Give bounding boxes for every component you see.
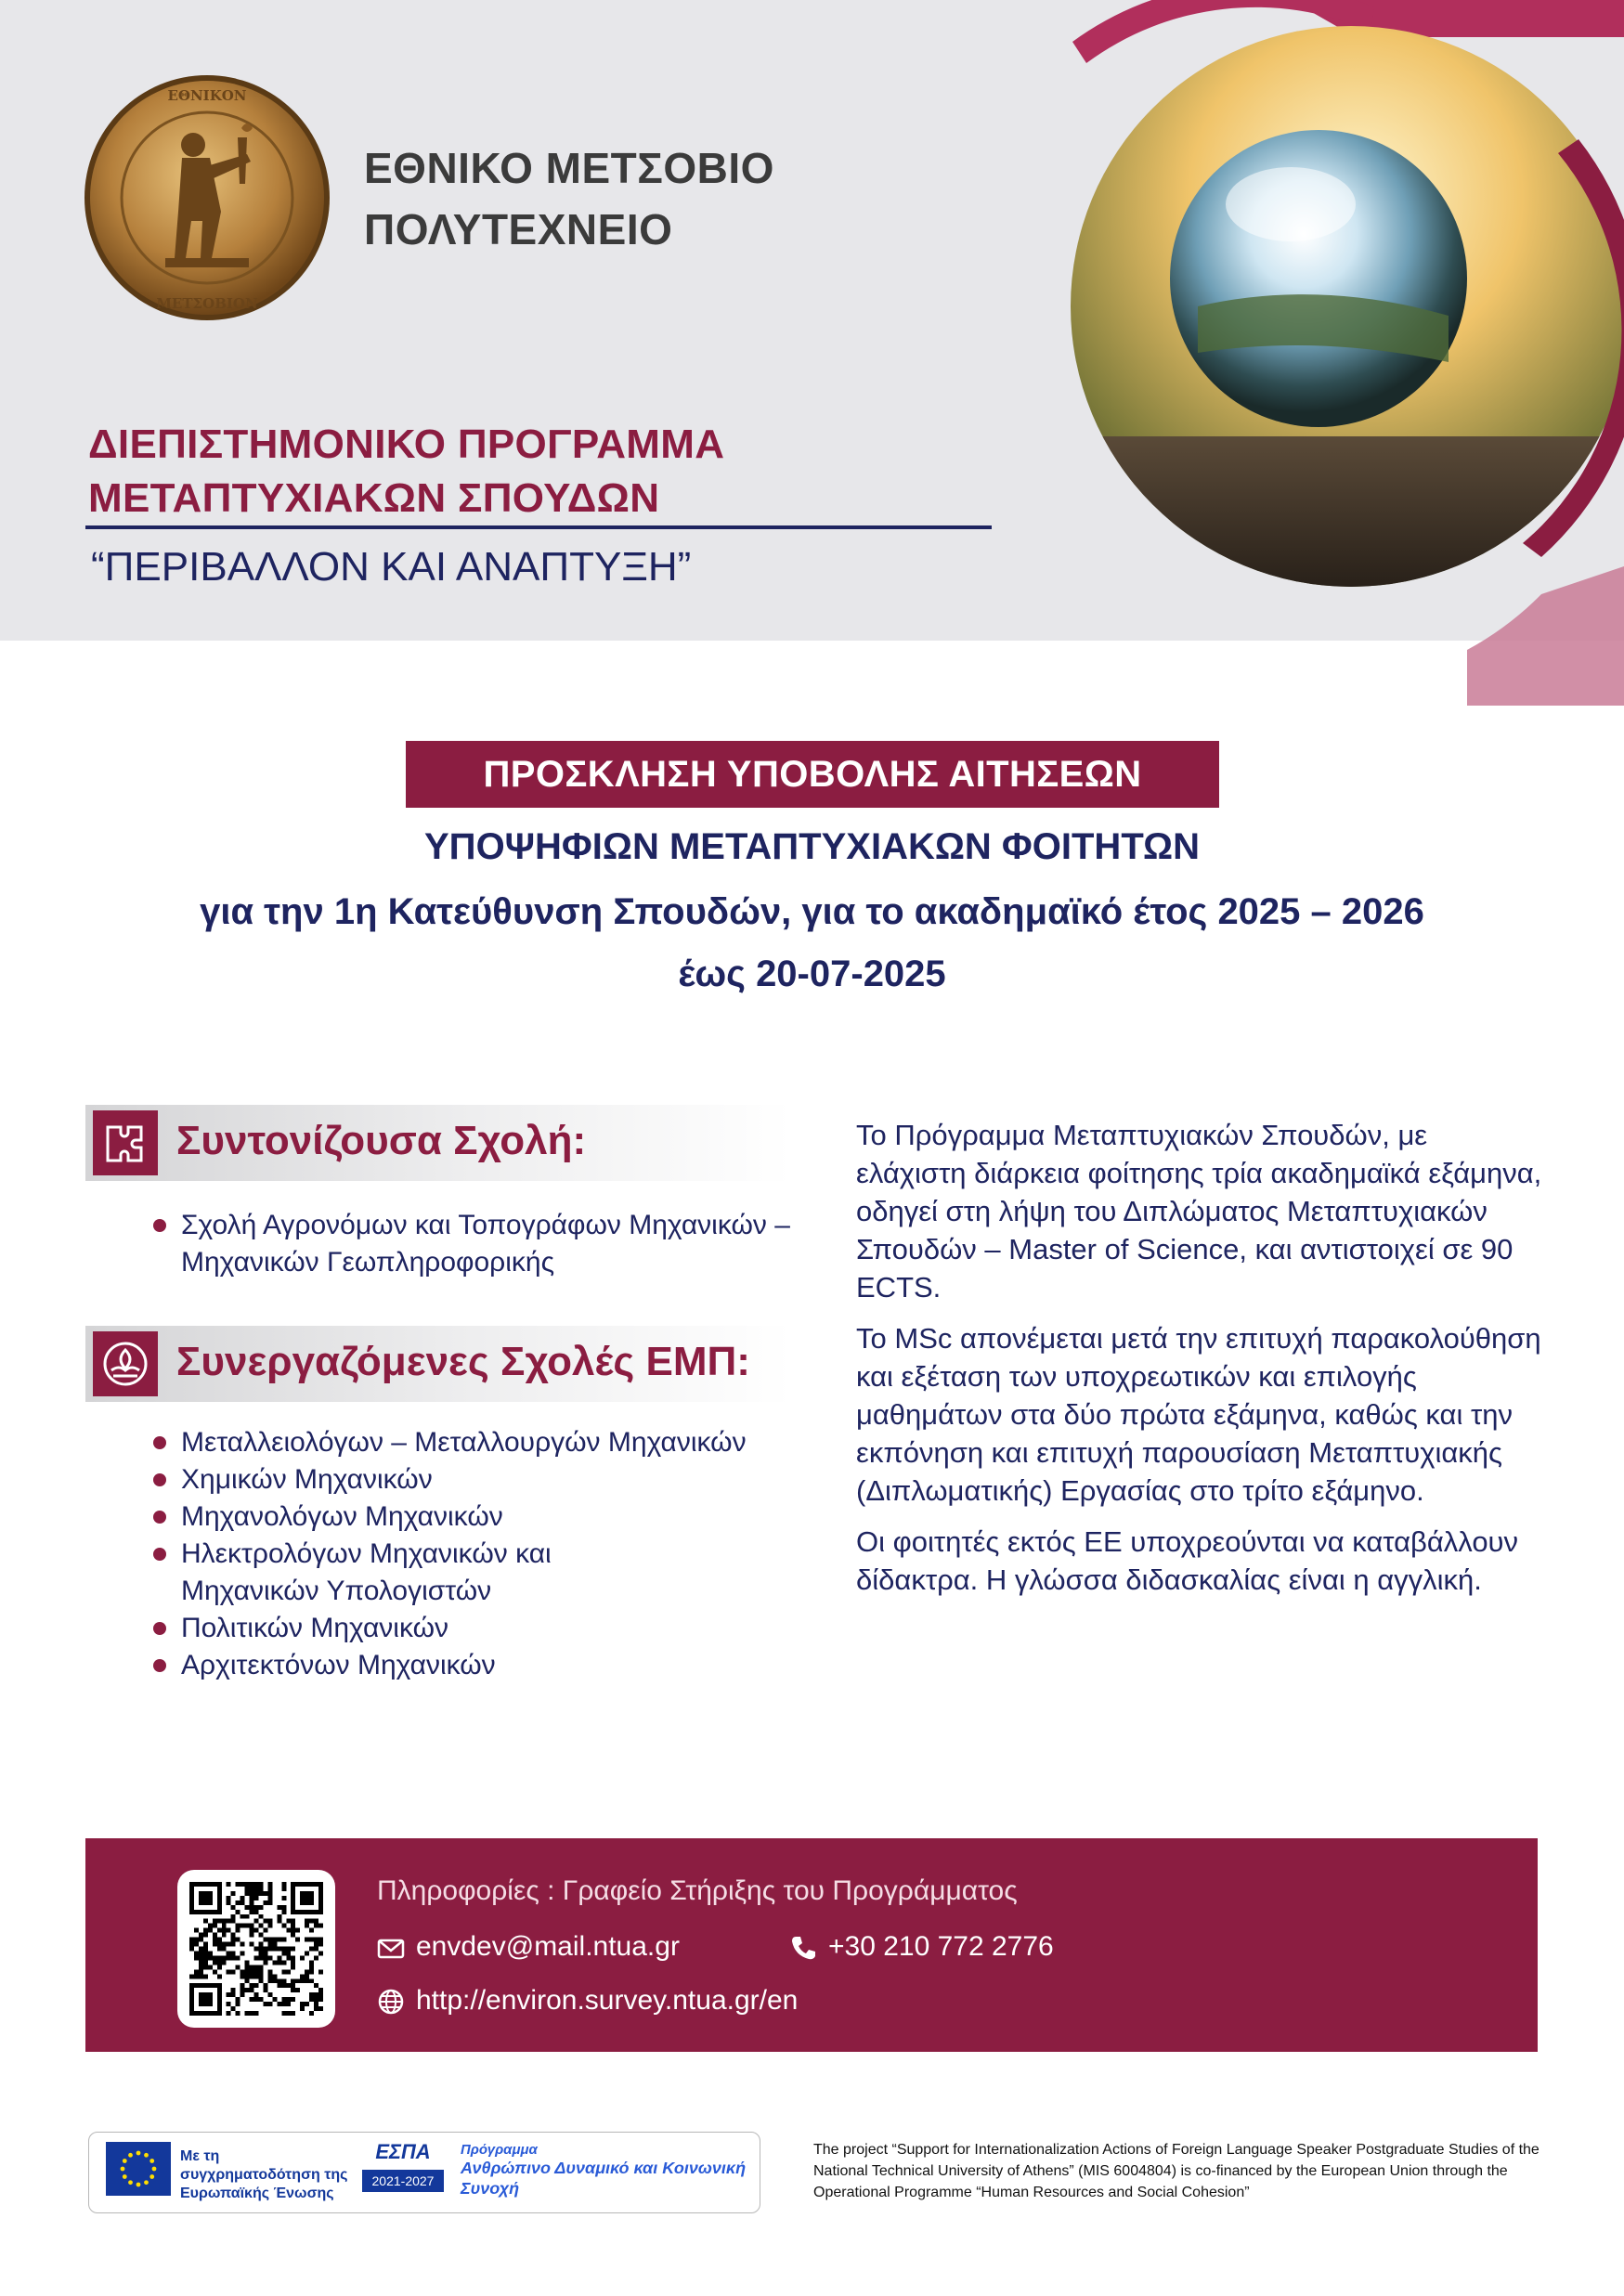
- project-funding-note: The project “Support for Internationalization Actions of Foreign Language Speaker Postgraduate Studies of the National Technical University of Athens” (MIS 6004804) is co-financed by the European Union through the Operational Programme “Human Resources and Social Cohesion”: [813, 2142, 1540, 2200]
- program-title: [88, 418, 724, 525]
- eu-cofunding-text: Με τη συγχρηματοδότηση της Ευρωπαϊκής Ένωσης: [180, 2148, 348, 2201]
- programme-label: Πρόγραμμα: [461, 2142, 538, 2158]
- program-title-line1: ΔΙΕΠΙΣΤΗΜΟΝΙΚΟ ΠΡΟΓΡΑΜΜΑ: [88, 422, 725, 467]
- svg-text:ΕΘΝΙΚΟΝ: ΕΘΝΙΚΟΝ: [167, 87, 247, 104]
- list-item: Σχολή Αγρονόμων και Τοπογράφων Μηχανικών – Μηχανικών Γεωπληροφορικής: [153, 1207, 822, 1281]
- list-item: Πολιτικών Μηχανικών: [153, 1610, 822, 1647]
- email-link[interactable]: envdev@mail.ntua.gr: [416, 1931, 680, 1962]
- svg-text:ΜΕΤΣΟΒΙΟΝ: ΜΕΤΣΟΒΙΟΝ: [156, 295, 258, 312]
- qr-code[interactable]: [177, 1870, 335, 2028]
- bullet-icon: [153, 1219, 166, 1232]
- bullet-icon: [153, 1473, 166, 1486]
- program-title-divider: [85, 525, 992, 529]
- contact-title: Πληροφορίες : Γραφείο Στήριξης του Προγράμματος: [377, 1875, 1018, 1906]
- cooperating-schools-list: [153, 1424, 822, 1684]
- list-item: Αρχιτεκτόνων Μηχανικών: [153, 1647, 822, 1684]
- university-name: [364, 137, 774, 260]
- description-paragraph-3: Οι φοιτητές εκτός ΕΕ υποχρεούνται να καταβάλλουν δίδακτρα. Η γλώσσα διδασκαλίας είναι η αγγλική.: [856, 1525, 1519, 1596]
- bullet-icon: [153, 1622, 166, 1635]
- list-item: Μεταλλειολόγων – Μεταλλουργών Μηχανικών: [153, 1424, 822, 1461]
- bullet-icon: [153, 1511, 166, 1524]
- coordinating-school-header: [85, 1105, 791, 1181]
- bullet-icon: [153, 1436, 166, 1449]
- funding-logos: [88, 2132, 760, 2213]
- program-description: [856, 1116, 1543, 1612]
- phone-icon: [789, 1934, 817, 1962]
- cooperating-schools-header: [85, 1326, 791, 1402]
- list-item: Ηλεκτρολόγων Μηχανικών και Μηχανικών Υπολογιστών: [153, 1536, 617, 1610]
- call-subtitle: ΥΠΟΨΗΦΙΩΝ ΜΕΤΑΠΤΥΧΙΑΚΩΝ ΦΟΙΤΗΤΩΝ: [424, 826, 1200, 867]
- espa-logo: [358, 2138, 448, 2201]
- operational-programme-logo: [461, 2142, 758, 2199]
- description-paragraph-1: Το Πρόγραμμα Μεταπτυχιακών Σπουδών, με ελάχιστη διάρκεια φοίτησης τρία ακαδημαϊκά εξάμηνα, οδηγεί στη λήψη του Διπλώματος Μεταπτυχιακών Σπουδών – Master of Science, και αντιστοιχεί σε 90 ECTS.: [856, 1119, 1542, 1304]
- bullet-icon: [153, 1659, 166, 1672]
- programme-name: Ανθρώπινο Δυναμικό και Κοινωνική Συνοχή: [461, 2159, 747, 2198]
- description-paragraph-2: Το MSc απονέμεται μετά την επιτυχή παρακολούθηση και εξέταση των υποχρεωτικών και επιλογής μαθημάτων στα δύο πρώτα εξάμηνα, καθώς και την εκπόνηση και επιτυχή παρουσίαση Μεταπτυχιακής (Διπλωματικής) Εργασίας στο τρίτο εξάμηνο.: [856, 1322, 1541, 1507]
- espa-years: 2021-2027: [362, 2170, 444, 2192]
- call-academic-year: για την 1η Κατεύθυνση Σπουδών, για το ακαδημαϊκό έτος 2025 – 2026: [200, 891, 1424, 932]
- coordinating-school-list: [153, 1207, 822, 1281]
- lotus-icon: [93, 1331, 158, 1396]
- university-name-line1: ΕΘΝΙΚΟ ΜΕΤΣΟΒΙΟ: [364, 144, 774, 192]
- call-for-applications-banner: ΠΡΟΣΚΛΗΣΗ ΥΠΟΒΟΛΗΣ ΑΙΤΗΣΕΩΝ: [406, 741, 1219, 808]
- website-row: [377, 1985, 798, 2017]
- contact-banner: [85, 1838, 1538, 2052]
- website-link[interactable]: http://environ.survey.ntua.gr/en: [416, 1985, 799, 2016]
- email-row: [377, 1931, 680, 1963]
- bullet-icon: [153, 1548, 166, 1561]
- coordinating-school-heading: Συντονίζουσα Σχολή:: [176, 1118, 587, 1163]
- cooperating-schools-heading: Συνεργαζόμενες Σχολές ΕΜΠ:: [176, 1339, 750, 1384]
- crystal-ball-image: [984, 0, 1624, 706]
- ntua-seal-logo: [82, 72, 332, 323]
- list-item: Μηχανολόγων Μηχανικών: [153, 1498, 822, 1536]
- university-name-line2: ΠΟΛΥΤΕΧΝΕΙΟ: [364, 205, 673, 253]
- eu-flag-icon: [106, 2142, 171, 2196]
- puzzle-icon: [93, 1110, 158, 1175]
- espa-name: ΕΣΠΑ: [375, 2140, 431, 2163]
- globe-icon: [377, 1988, 405, 2016]
- call-deadline: έως 20-07-2025: [678, 953, 946, 994]
- program-name: “ΠΕΡΙΒΑΛΛΟΝ ΚΑΙ ΑΝΑΠΤΥΞΗ”: [91, 544, 692, 590]
- program-title-line2: ΜΕΤΑΠΤΥΧΙΑΚΩΝ ΣΠΟΥΔΩΝ: [88, 475, 660, 521]
- phone-number[interactable]: +30 210 772 2776: [828, 1931, 1054, 1962]
- list-item: Χημικών Μηχανικών: [153, 1461, 822, 1498]
- phone-row: [789, 1931, 1054, 1963]
- mail-icon: [377, 1936, 405, 1960]
